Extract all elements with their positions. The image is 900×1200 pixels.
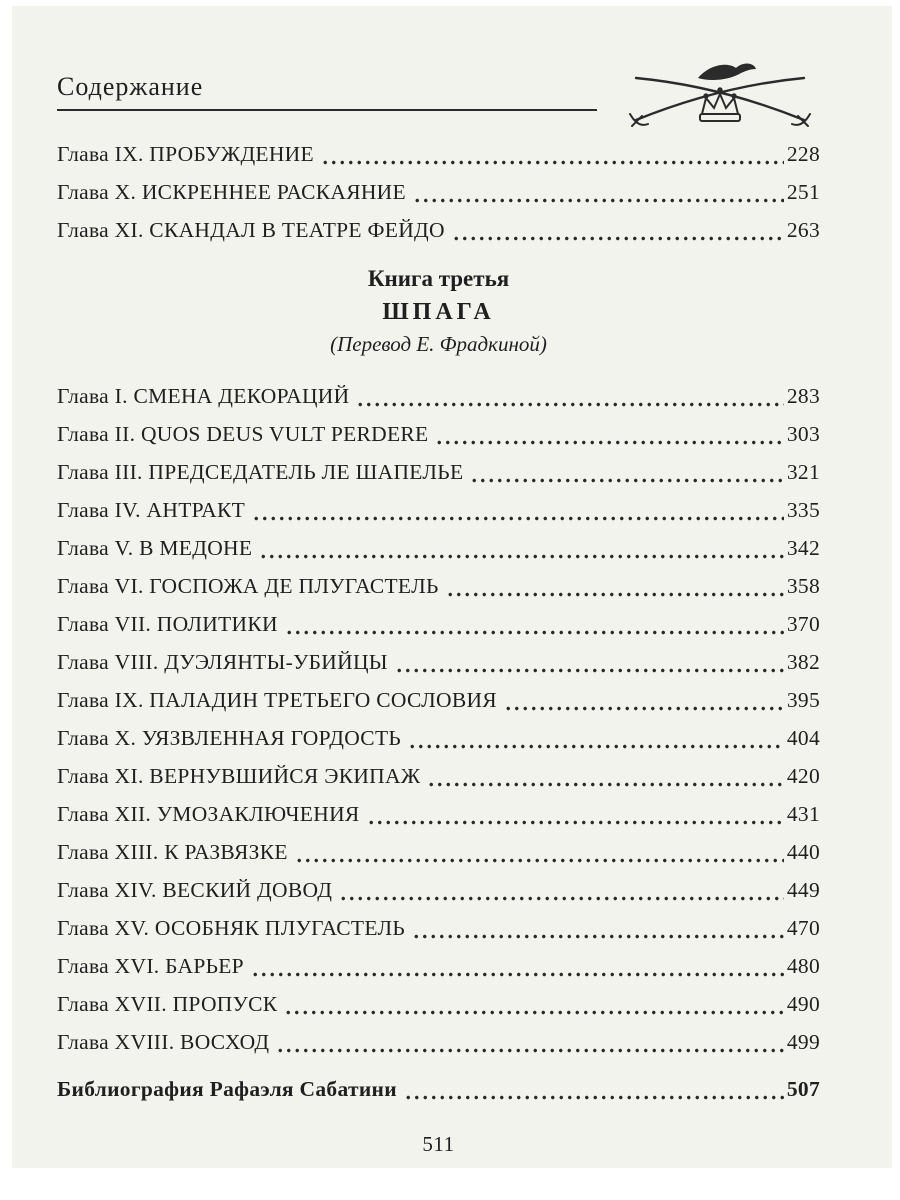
dot-leader (284, 985, 783, 1023)
dot-leader (435, 415, 783, 453)
toc-entry (57, 643, 820, 681)
bibliography-label: Библиография Рафаэля Сабатини (57, 1077, 397, 1101)
toc-entry-label: Глава XII. УМОЗАКЛЮЧЕНИЯ (57, 802, 360, 826)
toc-entry (57, 377, 820, 415)
toc-entry (57, 985, 820, 1023)
dot-leader (470, 453, 783, 491)
toc-entry-label: Глава XI. ВЕРНУВШИЙСЯ ЭКИПАЖ (57, 764, 421, 788)
toc-entry (57, 211, 820, 249)
dot-leader (367, 795, 784, 833)
toc-entry-label: Глава XV. ОСОБНЯК ПЛУГАСТЕЛЬ (57, 916, 406, 940)
book-translator: (Перевод Е. Фрадкиной) (330, 332, 547, 356)
toc-entry-page: 490 (786, 992, 820, 1016)
toc-entry-label: Глава VI. ГОСПОЖА ДЕ ПЛУГАСТЕЛЬ (57, 574, 439, 598)
toc-pre-entries (57, 135, 820, 249)
dot-leader (413, 173, 784, 211)
toc-entry-page: 499 (786, 1030, 820, 1054)
toc-entry-label: Глава XVIII. ВОСХОД (57, 1030, 270, 1054)
dot-leader (339, 871, 784, 909)
dot-leader (321, 135, 784, 173)
dot-leader (404, 1070, 784, 1108)
toc-entry-page: 342 (786, 536, 820, 560)
dot-leader (408, 719, 784, 757)
toc-entry-label: Глава VIII. ДУЭЛЯНТЫ-УБИЙЦЫ (57, 650, 388, 674)
toc-entry (57, 491, 820, 529)
toc-entry-page: 321 (786, 460, 820, 484)
toc-entry-page: 431 (786, 802, 820, 826)
book-subtitle: Книга третья (367, 266, 510, 291)
toc-entry (57, 605, 820, 643)
toc-entry-page: 404 (786, 726, 820, 750)
dot-leader (356, 377, 783, 415)
toc-entry-page: 370 (786, 612, 820, 636)
toc-entry (57, 871, 820, 909)
toc-entry (57, 173, 820, 211)
toc-entry-label: Глава XVII. ПРОПУСК (57, 992, 278, 1016)
bibliography-page: 507 (786, 1077, 820, 1101)
toc-entry-page: 263 (786, 218, 820, 242)
toc-entry-page: 420 (786, 764, 820, 788)
book-name: ШПАГА (382, 299, 495, 325)
toc-entry-page: 228 (786, 142, 820, 166)
toc-entry-page: 303 (786, 422, 820, 446)
dot-leader (252, 491, 784, 529)
toc-entry (57, 947, 820, 985)
toc-entry-label: Глава XVI. БАРЬЕР (57, 954, 244, 978)
toc-entry-page: 335 (786, 498, 820, 522)
bibliography-entry (57, 1070, 820, 1108)
dot-leader (504, 681, 784, 719)
toc-entry-label: Глава IX. ПРОБУЖДЕНИЕ (57, 142, 314, 166)
toc-entry (57, 833, 820, 871)
toc-entry-label: Глава IX. ПАЛАДИН ТРЕТЬЕГО СОСЛОВИЯ (57, 688, 497, 712)
toc-entry (57, 719, 820, 757)
toc-entry-label: Глава XI. СКАНДАЛ В ТЕАТРЕ ФЕЙДО (57, 218, 445, 242)
dot-leader (452, 211, 784, 249)
dot-leader (285, 605, 784, 643)
dot-leader (295, 833, 784, 871)
dot-leader (251, 947, 784, 985)
toc-entry-page: 440 (786, 840, 820, 864)
toc-entry-page: 449 (786, 878, 820, 902)
toc-entries (57, 377, 820, 1061)
toc-header (57, 72, 820, 111)
toc-entry-label: Глава X. ИСКРЕННЕЕ РАСКАЯНИЕ (57, 180, 406, 204)
dot-leader (259, 529, 784, 567)
toc-entry (57, 795, 820, 833)
toc-entry (57, 1023, 820, 1061)
toc-entry-page: 283 (786, 384, 820, 408)
book-page (12, 6, 892, 1168)
toc-entry (57, 135, 820, 173)
toc-entry-label: Глава I. СМЕНА ДЕКОРАЦИЙ (57, 384, 350, 408)
toc-entry-page: 470 (786, 916, 820, 940)
toc-entry (57, 529, 820, 567)
toc-entry-label: Глава V. В МЕДОНЕ (57, 536, 253, 560)
toc-entry-label: Глава II. QUOS DEUS VULT PERDERE (57, 422, 429, 446)
toc-entry-page: 480 (786, 954, 820, 978)
book-section-heading (57, 263, 820, 359)
crossed-sabers-crown-bird-emblem-icon (620, 56, 820, 134)
toc-entry (57, 757, 820, 795)
header-rule (57, 109, 597, 111)
dot-leader (427, 757, 783, 795)
toc-entry (57, 909, 820, 947)
toc-entry-label: Глава XIV. ВЕСКИЙ ДОВОД (57, 878, 333, 902)
toc-entry-label: Глава IV. АНТРАКТ (57, 498, 246, 522)
dot-leader (446, 567, 784, 605)
toc-entry-page: 382 (786, 650, 820, 674)
toc-entry-label: Глава XIII. К РАЗВЯЗКЕ (57, 840, 288, 864)
page-title: Содержание (57, 72, 204, 101)
dot-leader (412, 909, 784, 947)
toc-entry (57, 453, 820, 491)
toc-entry-page: 395 (786, 688, 820, 712)
toc-entry-label: Глава X. УЯЗВЛЕННАЯ ГОРДОСТЬ (57, 726, 402, 750)
dot-leader (276, 1023, 784, 1061)
dot-leader (395, 643, 784, 681)
toc-entry-page: 358 (786, 574, 820, 598)
toc-entry-label: Глава III. ПРЕДСЕДАТЕЛЬ ЛЕ ШАПЕЛЬЕ (57, 460, 464, 484)
toc-entry (57, 681, 820, 719)
toc-entry-label: Глава VII. ПОЛИТИКИ (57, 612, 278, 636)
folio-page-number: 511 (422, 1132, 455, 1156)
toc-entry (57, 415, 820, 453)
toc-entry (57, 567, 820, 605)
toc-entry-page: 251 (786, 180, 820, 204)
